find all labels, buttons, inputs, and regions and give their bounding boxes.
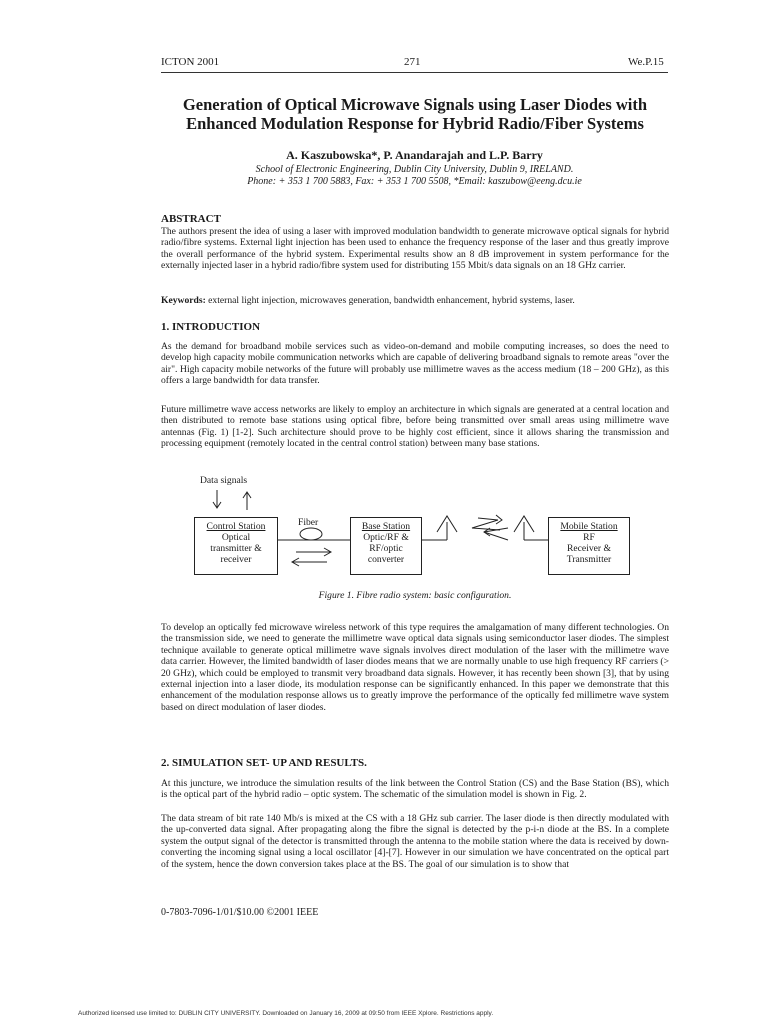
abstract-text: The authors present the idea of using a laser with improved modulation bandwidth to generate microwave optical signals for hybrid radio/fibre systems. External light injection has been used to enhance the frequency response of the laser and thus greatly improve the overall performance of the hybrid system. Experimental results show an 8 dB improvement in system performance for the externally injected laser in a hybrid radio/fibre system used for distributing 155 Mbit/s data signals on an 18 GHz carrier. <box>161 226 669 272</box>
mobile-station-title: Mobile Station <box>560 521 618 532</box>
data-signals-label: Data signals <box>200 475 248 486</box>
paper-title: Generation of Optical Microwave Signals using Laser Diodes with Enhanced Modulation Response for Hybrid Radio/Fiber Systems <box>182 95 648 133</box>
mobile-station-line-3: Transmitter <box>566 554 612 565</box>
base-station-box <box>350 517 422 575</box>
fiber-label: Fiber <box>298 517 319 528</box>
abstract-heading: ABSTRACT <box>161 213 221 225</box>
intro-paragraph-2: Future millimetre wave access networks are likely to employ an architecture in which signals are generated at a central location and then distributed to remote base stations using optical fibre, before being transmitted over small areas using millimetre wave antennas (Fig. 1) [1-2]. Such architecture should prove to be highly cost efficient, since it allows sharing the transmission and processing equipment (remotely located in the central control station) between many base stations. <box>161 404 669 450</box>
keywords <box>161 295 669 306</box>
affiliation-line-1: School of Electronic Engineering, Dublin City University, Dublin 9, IRELAND. <box>255 164 574 175</box>
keywords-label: Keywords: <box>161 295 206 306</box>
mobile-station-box <box>548 517 630 575</box>
base-station-line-1: Optic/RF & <box>363 532 409 543</box>
affiliation <box>161 164 668 188</box>
running-header-conference: ICTON 2001 <box>161 56 220 68</box>
body-paragraph-3: To develop an optically fed microwave wireless network of this type requires the amalgamation of many different technologies. On the transmission side, we need to generate the millimetre wave optical data signals using semiconductor laser diodes. The simplest technique available to generate optical millimetre wave signals involves direct modulation of the laser with the millimetre wave data carrier. However, the limited bandwidth of laser diodes means that we are normally unable to use high frequency RF carriers (> 20 GHz), which could be employed to transmit very broadband data signals. However, it has recently been shown [3], that by using external injection into a laser diode, its modulation response can be significantly enhanced. In this paper we demonstrate that this enhancement of the modulation response allows us to greatly improve the performance of the optically fed millimetre wave system based on direct modulation of laser diodes. <box>161 622 669 713</box>
intro-paragraph-1: As the demand for broadband mobile services such as video-on-demand and mobile computing increases, so does the need to develop high capacity mobile communication networks which are capable of delivering broadband signals to remote areas "over the air". High capacity mobile networks of the future will probably use millimetre waves as the access medium (18 – 200 GHz), as this offers a large bandwidth for data transfer. <box>161 341 669 387</box>
base-station-line-3: converter <box>367 554 405 565</box>
affiliation-line-2: Phone: + 353 1 700 5883, Fax: + 353 1 700 5508, *Email: kaszubow@eeng.dcu.ie <box>247 176 582 187</box>
intro-heading: 1. INTRODUCTION <box>161 321 261 333</box>
paper-code: We.P.15 <box>628 56 664 68</box>
simulation-heading: 2. SIMULATION SET- UP AND RESULTS. <box>161 757 367 769</box>
paper-authors: A. Kaszubowska*, P. Anandarajah and L.P. Barry <box>286 148 543 162</box>
mobile-station-line-1: RF <box>583 532 595 543</box>
control-station-line-2: transmitter & <box>210 543 262 554</box>
base-station-line-2: RF/optic <box>369 543 403 554</box>
keywords-text: external light injection, microwaves generation, bandwidth enhancement, hybrid systems, laser. <box>208 295 575 306</box>
ieee-identifier: 0-7803-7096-1/01/$10.00 ©2001 IEEE <box>161 907 319 918</box>
licence-notice: Authorized licensed use limited to: DUBLIN CITY UNIVERSITY. Downloaded on January 16, 2009 at 09:50 from IEEE Xplore. Restrictions apply. <box>78 1010 494 1017</box>
simulation-paragraph-2: The data stream of bit rate 140 Mb/s is mixed at the CS with a 18 GHz sub carrier. The laser diode is then directly modulated with the up-converted data signal. After propagating along the fibre the signal is detected by the p-i-n diode at the BS. In a complete system the output signal of the detector is transmitted through the antenna to the mobile station where the data is received by down-converting the incoming signal using a local oscillator [4]-[7]. However in our simulation we have concentrated on the optical part of the system, hence the down conversion takes place at the BS. The goal of our simulation is to show that <box>161 813 669 870</box>
control-station-box <box>194 517 278 575</box>
figure-1-caption: Figure 1. Fibre radio system: basic configuration. <box>318 590 512 601</box>
control-station-title: Control Station <box>206 521 266 532</box>
mobile-station-line-2: Receiver & <box>567 543 611 554</box>
page-number: 271 <box>404 56 421 68</box>
control-station-line-1: Optical <box>221 532 251 543</box>
header-rule <box>161 72 668 73</box>
base-station-title: Base Station <box>361 521 411 532</box>
control-station-line-3: receiver <box>220 554 252 565</box>
simulation-paragraph-1: At this juncture, we introduce the simulation results of the link between the Control Station (CS) and the Base Station (BS), which is the optical part of the hybrid radio – optic system. The schematic of the simulation model is shown in Fig. 2. <box>161 778 669 801</box>
